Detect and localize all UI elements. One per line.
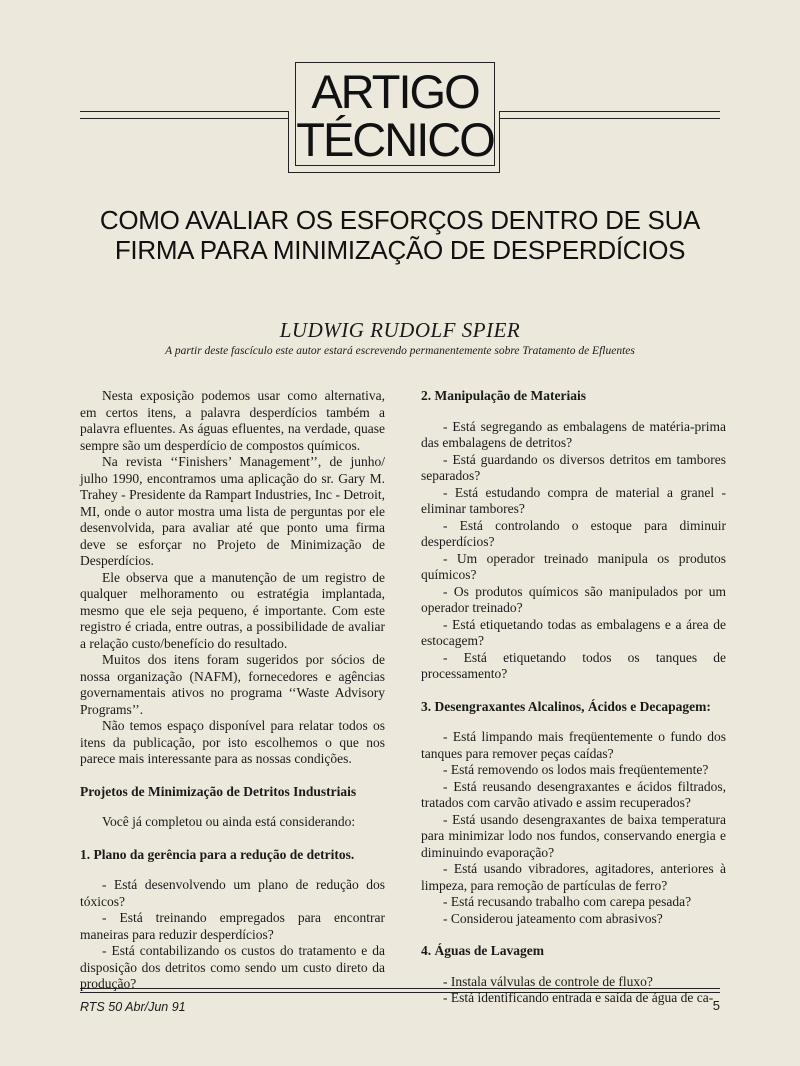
paragraph: Muitos dos itens foram sugeridos por sócios de nossa organização (NAFM), fornecedores e agências governamentais ativos no programa ‘‘Waste Advisory Programs’’. [80, 652, 385, 717]
header-word-artigo: ARTIGO [311, 65, 479, 118]
list-item: - Está etiquetando todos os tanques de processamento? [421, 649, 726, 681]
left-column [80, 388, 385, 993]
list-item: - Está treinando empregados para encontrar maneiras para reduzir desperdícios? [80, 910, 385, 942]
page-number: 5 [712, 998, 720, 1013]
list-item: - Está reusando desengraxantes e ácidos filtrados, tratados com carvão ativado e assim recuperados? [421, 778, 726, 810]
section-heading: 4. Águas de Lavagem [421, 943, 545, 958]
section-heading: 3. Desengraxantes Alcalinos, Ácidos e Decapagem: [421, 698, 711, 714]
list-item: - Está contabilizando os custos do tratamento e da disposição dos detritos como sendo um custo direto da produção? [80, 943, 385, 991]
list-item: - Está controlando o estoque para diminuir desperdícios? [421, 517, 726, 549]
header-rule-right [500, 111, 720, 112]
issue-label: RTS 50 Abr/Jun 91 [80, 1000, 186, 1014]
section-heading: Projetos de Minimização de Detritos Industriais [80, 783, 357, 799]
header-rule-right [500, 118, 720, 119]
list-item: - Está segregando as embalagens de matéria-prima das embalagens de detritos? [421, 418, 726, 450]
list-item: - Está desenvolvendo um plano de redução dos tóxicos? [80, 877, 385, 909]
section-heading: 2. Manipulação de Materiais [421, 388, 586, 403]
paragraph: Nesta exposição podemos usar como alternativa, em certos itens, a palavra desperdícios também a palavra efluentes. As águas efluentes, na verdade, quase sempre são um desperdício de compostos químicos. [80, 388, 385, 453]
header-rule-left [80, 118, 288, 119]
list-item: - Está estudando compra de material a granel - eliminar tambores? [421, 484, 726, 516]
list-item: - Está identificando entrada e saída de água de ca- [443, 990, 714, 1005]
article-title: COMO AVALIAR OS ESFORÇOS DENTRO DE SUA FIRMA PARA MINIMIZAÇÃO DE DESPERDÍCIOS [99, 205, 701, 265]
paragraph: Não temos espaço disponível para relatar todos os itens da publicação, por isto escolhemos o que nos parece mais interessante para as nossas condições. [80, 718, 385, 766]
author-name: LUDWIG RUDOLF SPIER [279, 318, 521, 342]
list-item: - Está usando vibradores, agitadores, anteriores à limpeza, para remoção de partículas de ferro? [421, 861, 726, 893]
footer-rule [80, 988, 720, 989]
section-header-box [295, 62, 495, 166]
list-item: - Está usando desengraxantes de baixa temperatura para minimizar lodo nos fundos, conservando energia e diminuindo evaporação? [421, 811, 726, 860]
list-item: - Está limpando mais freqüentemente o fundo dos tanques para remover peças caídas? [421, 729, 726, 761]
list-item: - Está guardando os diversos detritos em tambores separados? [421, 451, 726, 483]
plan-heading: 1. Plano da gerência para a redução de detritos. [80, 846, 355, 862]
header-rule-left [80, 111, 288, 112]
right-column [421, 388, 726, 1007]
footer-rule [80, 992, 720, 993]
list-item: - Está etiquetando todas as embalagens e a área de estocagem? [421, 616, 726, 648]
list-item: - Está removendo os lodos mais freqüentemente? [443, 762, 709, 777]
paragraph: Ele observa que a manutenção de um registro de qualquer melhoramento ou estratégia implantada, mesmo que ele seja pequeno, é importante. Com este registro é criada, entre outras, a possibilidade de avaliar a relação custo/benefício do resultado. [80, 569, 385, 651]
list-item: - Um operador treinado manipula os produtos químicos? [421, 550, 726, 582]
section-intro: Você já completou ou ainda está considerando: [102, 814, 356, 829]
list-item: - Está recusando trabalho com carepa pesada? [443, 894, 692, 909]
list-item: - Os produtos químicos são manipulados por um operador treinado? [421, 583, 726, 615]
author-note: A partir deste fascículo este autor estará escrevendo permanentemente sobre Tratamento de Efluentes [165, 345, 635, 357]
header-word-tecnico: TÉCNICO [296, 113, 494, 166]
list-item: - Instala válvulas de controle de fluxo? [443, 973, 653, 989]
paragraph: Na revista ‘‘Finishers’ Management’’, de junho/ julho 1990, encontramos uma aplicação do sr. Gary M. Trahey - Presidente da Rampart Industries, Inc - Detroit, MI, onde o autor mostra uma lista de perguntas por ele desenvolvida, para avaliar até que ponto uma firma deve se esforçar no Projeto de Minimização de Desperdícios. [80, 454, 385, 568]
list-item: - Considerou jateamento com abrasivos? [443, 910, 663, 926]
